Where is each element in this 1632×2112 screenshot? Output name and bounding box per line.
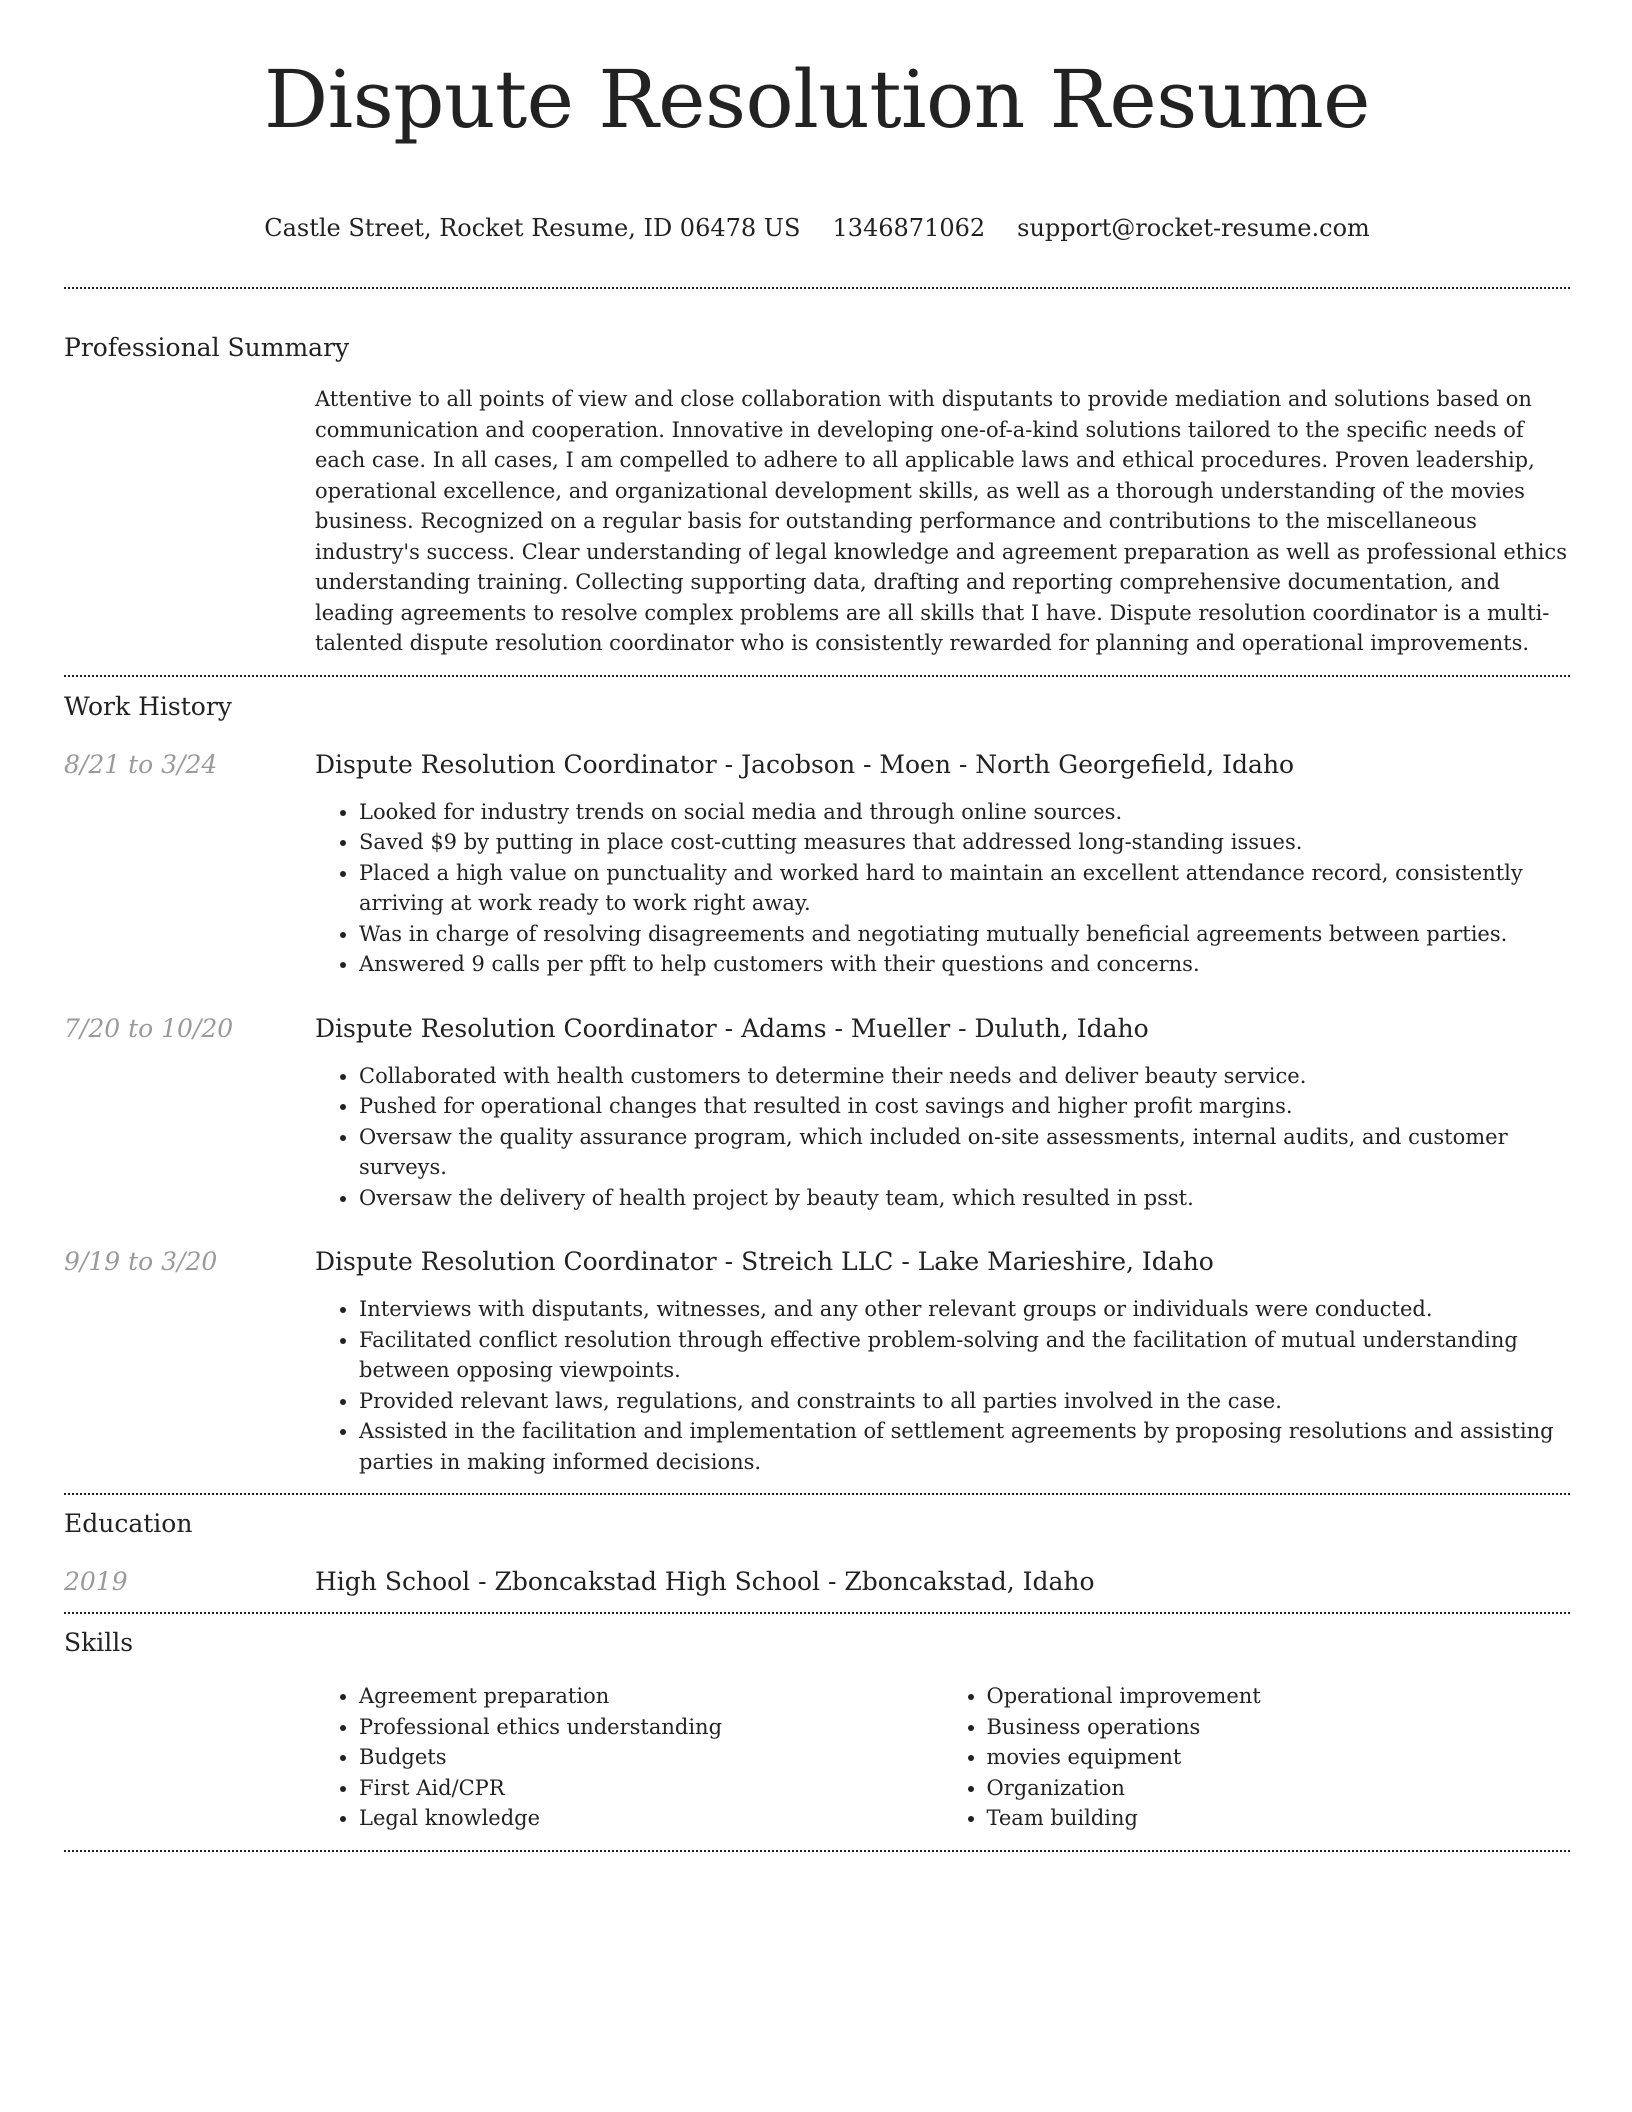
skills-grid bbox=[315, 1681, 1570, 1834]
list-item: • Provided relevant laws, regulations, and constraints to all parties involved in the case. bbox=[359, 1386, 1570, 1417]
divider bbox=[64, 1493, 1570, 1495]
job-title: Dispute Resolution Coordinator - Adams - Mueller - Duluth, Idaho bbox=[315, 1013, 1149, 1043]
section-title-education: Education bbox=[64, 1509, 193, 1538]
skill-item: • Team building bbox=[987, 1803, 1571, 1834]
list-item: • Oversaw the quality assurance program, which included on-site assessments, internal audits, and customer surveys. bbox=[359, 1122, 1570, 1183]
divider bbox=[64, 1612, 1570, 1614]
education-year: 2019 bbox=[64, 1567, 128, 1596]
skill-item: • Professional ethics understanding bbox=[359, 1712, 943, 1743]
contact-address: Castle Street, Rocket Resume, ID 06478 US bbox=[264, 214, 801, 242]
skill-item: • Budgets bbox=[359, 1742, 943, 1773]
list-item: • Saved $9 by putting in place cost-cutting measures that addressed long-standing issues. bbox=[359, 827, 1570, 858]
skill-item: • Organization bbox=[987, 1773, 1571, 1804]
list-item: • Assisted in the facilitation and implementation of settlement agreements by proposing resolutions and assisting parties in making informed decisions. bbox=[359, 1416, 1570, 1477]
contact-email: support@rocket-resume.com bbox=[1017, 214, 1370, 242]
skill-item: • Legal knowledge bbox=[359, 1803, 943, 1834]
divider bbox=[64, 287, 1570, 289]
list-item: • Looked for industry trends on social media and through online sources. bbox=[359, 797, 1570, 828]
skill-item: • First Aid/CPR bbox=[359, 1773, 943, 1804]
section-title-summary: Professional Summary bbox=[64, 333, 350, 362]
list-item: • Interviews with disputants, witnesses, and any other relevant groups or individuals were conducted. bbox=[359, 1294, 1570, 1325]
education-title: High School - Zboncakstad High School - Zboncakstad, Idaho bbox=[315, 1567, 1095, 1596]
job-entry bbox=[64, 1013, 1570, 1214]
resume-page bbox=[64, 0, 1570, 1852]
list-item: • Answered 9 calls per pfft to help customers with their questions and concerns. bbox=[359, 949, 1570, 980]
divider bbox=[64, 675, 1570, 677]
divider bbox=[64, 1850, 1570, 1852]
summary-text: Attentive to all points of view and close collaboration with disputants to provide mediation and solutions based on communication and cooperation. Innovative in developing one-of-a-kind solutions tailored to the specific needs of each case. In all cases, I am compelled to adhere to all applicable laws and ethical procedures. Proven leadership, operational excellence, and organizational development skills, as well as a thorough understanding of the movies business. Recognized on a regular basis for outstanding performance and contributions to the miscellaneous industry's success. Clear understanding of legal knowledge and agreement preparation as well as professional ethics understanding training. Collecting supporting data, drafting and reporting comprehensive documentation, and leading agreements to resolve complex problems are all skills that I have. Dispute resolution coordinator is a multi-talented dispute resolution coordinator who is consistently rewarded for planning and operational improvements. bbox=[315, 387, 1567, 655]
job-entry bbox=[64, 749, 1570, 980]
skill-item: • Business operations bbox=[987, 1712, 1571, 1743]
list-item: • Was in charge of resolving disagreements and negotiating mutually beneficial agreements between parties. bbox=[359, 919, 1570, 950]
skill-item: • movies equipment bbox=[987, 1742, 1571, 1773]
job-bullets bbox=[315, 797, 1570, 980]
resume-name: Dispute Resolution Resume bbox=[263, 53, 1371, 146]
education-entry bbox=[64, 1566, 1570, 1598]
job-entry bbox=[64, 1246, 1570, 1477]
contact-phone: 1346871062 bbox=[832, 214, 986, 242]
section-title-work: Work History bbox=[64, 691, 232, 721]
job-dates: 8/21 to 3/24 bbox=[64, 749, 218, 779]
skill-item: • Agreement preparation bbox=[359, 1681, 943, 1712]
job-bullets bbox=[315, 1294, 1570, 1477]
job-title: Dispute Resolution Coordinator - Jacobson - Moen - North Georgefield, Idaho bbox=[315, 749, 1295, 779]
list-item: • Placed a high value on punctuality and worked hard to maintain an excellent attendance record, consistently arriving at work ready to work right away. bbox=[359, 858, 1570, 919]
skills-list-left bbox=[315, 1681, 943, 1834]
job-dates: 7/20 to 10/20 bbox=[64, 1013, 234, 1043]
list-item: • Facilitated conflict resolution through effective problem-solving and the facilitation of mutual understanding between opposing viewpoints. bbox=[359, 1325, 1570, 1386]
skills-list-right bbox=[943, 1681, 1571, 1834]
list-item: • Pushed for operational changes that resulted in cost savings and higher profit margins. bbox=[359, 1091, 1570, 1122]
section-title-skills: Skills bbox=[64, 1628, 134, 1657]
list-item: • Oversaw the delivery of health project by beauty team, which resulted in psst. bbox=[359, 1183, 1570, 1214]
skill-item: • Operational improvement bbox=[987, 1681, 1571, 1712]
job-title: Dispute Resolution Coordinator - Streich LLC - Lake Marieshire, Idaho bbox=[315, 1247, 1214, 1276]
contact-line bbox=[64, 212, 1570, 244]
job-dates: 9/19 to 3/20 bbox=[64, 1247, 218, 1276]
list-item: • Collaborated with health customers to determine their needs and deliver beauty service. bbox=[359, 1061, 1570, 1092]
job-bullets bbox=[315, 1061, 1570, 1214]
